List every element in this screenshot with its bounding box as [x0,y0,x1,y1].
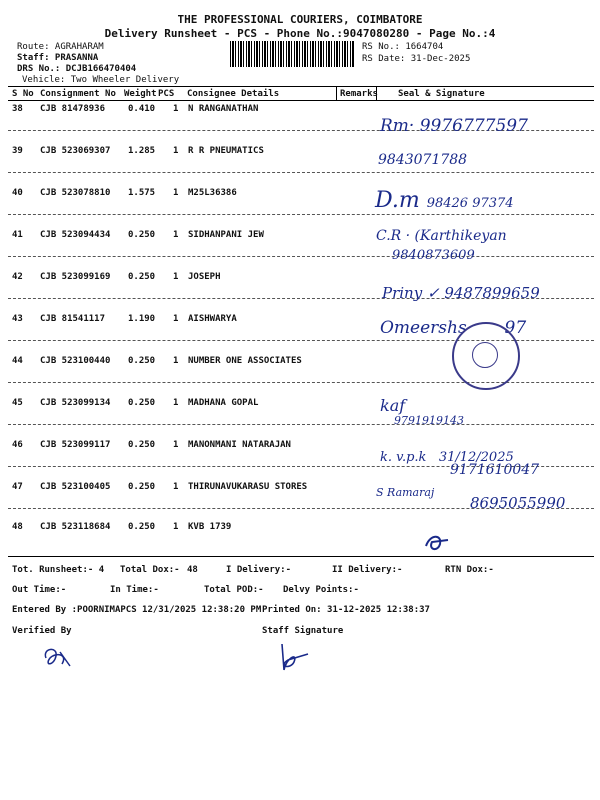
row-pcs: 1 [173,188,179,198]
handwriting-signature: k. v.p.k 31/12/2025 [380,450,514,465]
i-delivery: I Delivery:- [226,565,292,575]
row-consignee: MANONMANI NATARAJAN [188,440,291,450]
table-bottom-border [8,556,594,557]
row-sno: 39 [12,146,23,156]
handwriting-phone: 9171610047 [450,462,540,478]
row-sno: 42 [12,272,23,282]
row-consignee: THIRUNAVUKARASU STORES [188,482,308,492]
col-sno: S No [12,89,34,99]
row-sno: 48 [12,522,23,532]
row-weight: 0.250 [128,272,156,282]
col-pcs: PCS [158,89,175,99]
staff-signature-label: Staff Signature [262,626,344,636]
row-sno: 46 [12,440,23,450]
total-dox-label: Total Dox:- [120,565,180,575]
row-sno: 40 [12,188,23,198]
handwriting-signature: S Ramaraj [376,486,435,499]
handwriting-signature: Rm· 9976777597 [380,116,528,136]
row-pcs: 1 [173,482,179,492]
handwriting-phone: 9840873609 [392,248,475,263]
runsheet-subtitle: Delivery Runsheet - PCS - Phone No.:9047080280 - Page No.:4 [104,27,496,40]
out-time: Out Time:- [12,585,67,595]
row-pcs: 1 [173,398,179,408]
handwriting-phone: 9791919143 [394,414,464,427]
row-weight: 0.250 [128,522,156,532]
handwriting-signature: Omeershs 97 [380,318,527,338]
col-consignee: Consignee Details [187,89,280,99]
row-pcs: 1 [173,522,179,532]
row-consignment: CJB 81478936 [40,104,106,114]
row-pcs: 1 [173,440,179,450]
handwriting-signature: Priny ✓ 9487899659 [382,284,540,302]
row-sno: 44 [12,356,23,366]
handwriting-signature: D.m 98426 97374 [375,188,514,213]
row-divider [8,424,594,425]
tot-runsheet: Tot. Runsheet:- 4 [12,565,105,575]
col-weight: Weight [124,89,157,99]
row-consignment: CJB 523099169 [40,272,111,282]
col-divider [336,86,337,100]
vehicle-label: Vehicle: Two Wheeler Delivery [22,75,180,85]
row-weight: 0.250 [128,482,156,492]
row-weight: 0.250 [128,398,156,408]
row-weight: 1.575 [128,188,156,198]
row-consignee: AISHWARYA [188,314,237,324]
handwriting-signature: kaf [380,396,406,415]
staff-label: Staff: PRASANNA [17,53,99,63]
row-divider [8,214,594,215]
handwriting-signature [422,530,452,554]
total-pod: Total POD:- [204,585,264,595]
handwriting-phone: 9843071788 [378,152,468,168]
row-consignment: CJB 523099117 [40,440,111,450]
in-time: In Time:- [110,585,159,595]
row-pcs: 1 [173,104,179,114]
row-weight: 1.285 [128,146,156,156]
rs-no: RS No.: 1664704 [362,42,444,52]
barcode [230,41,355,67]
row-weight: 0.410 [128,104,156,114]
row-consignee: MADHANA GOPAL [188,398,259,408]
row-weight: 1.190 [128,314,156,324]
col-signature: Seal & Signature [398,89,485,99]
row-weight: 0.250 [128,440,156,450]
ii-delivery: II Delivery:- [332,565,403,575]
row-sno: 47 [12,482,23,492]
row-consignment: CJB 523100440 [40,356,111,366]
table-header-border [8,100,594,101]
delvy-points: Delvy Points:- [283,585,359,595]
row-consignment: CJB 523100405 [40,482,111,492]
drs-label: DRS No.: DCJB166470404 [17,64,137,74]
rtn-dox: RTN Dox:- [445,565,494,575]
row-consignment: CJB 523094434 [40,230,111,240]
courier-seal-stamp [452,322,520,390]
row-sno: 43 [12,314,23,324]
col-remarks: Remarks [340,89,378,99]
row-weight: 0.250 [128,356,156,366]
col-consignment: Consignment No [40,89,116,99]
row-consignee: R R PNEUMATICS [188,146,264,156]
entered-by: Entered By :POORNIMAPCS 12/31/2025 12:38:20 PM [12,605,262,615]
company-title: THE PROFESSIONAL COURIERS, COIMBATORE [177,13,423,26]
row-consignment: CJB 523069307 [40,146,111,156]
row-consignment: CJB 81541117 [40,314,106,324]
row-pcs: 1 [173,146,179,156]
total-dox-value: 48 [187,565,198,575]
row-consignee: NUMBER ONE ASSOCIATES [188,356,302,366]
rs-date: RS Date: 31-Dec-2025 [362,54,471,64]
row-consignee: N RANGANATHAN [188,104,259,114]
row-sno: 41 [12,230,23,240]
row-pcs: 1 [173,356,179,366]
row-sno: 45 [12,398,23,408]
verified-by-label: Verified By [12,626,72,636]
row-divider [8,172,594,173]
row-pcs: 1 [173,272,179,282]
row-sno: 38 [12,104,23,114]
row-consignment: CJB 523099134 [40,398,111,408]
row-pcs: 1 [173,230,179,240]
handwriting-phone: 8695055990 [470,494,566,512]
row-pcs: 1 [173,314,179,324]
route-label: Route: AGRAHARAM [17,42,104,52]
row-consignment: CJB 523118684 [40,522,111,532]
row-weight: 0.250 [128,230,156,240]
printed-on: Printed On: 31-12-2025 12:38:37 [262,605,430,615]
row-consignment: CJB 523078810 [40,188,111,198]
row-consignee: M25L36386 [188,188,237,198]
verified-signature [40,644,76,672]
row-divider [8,256,594,257]
staff-signature [268,640,312,674]
row-consignee: JOSEPH [188,272,221,282]
row-consignee: SIDHANPANI JEW [188,230,264,240]
row-consignee: KVB 1739 [188,522,232,532]
handwriting-signature: C.R · (Karthikeyan [376,228,507,244]
table-top-border [8,86,594,87]
